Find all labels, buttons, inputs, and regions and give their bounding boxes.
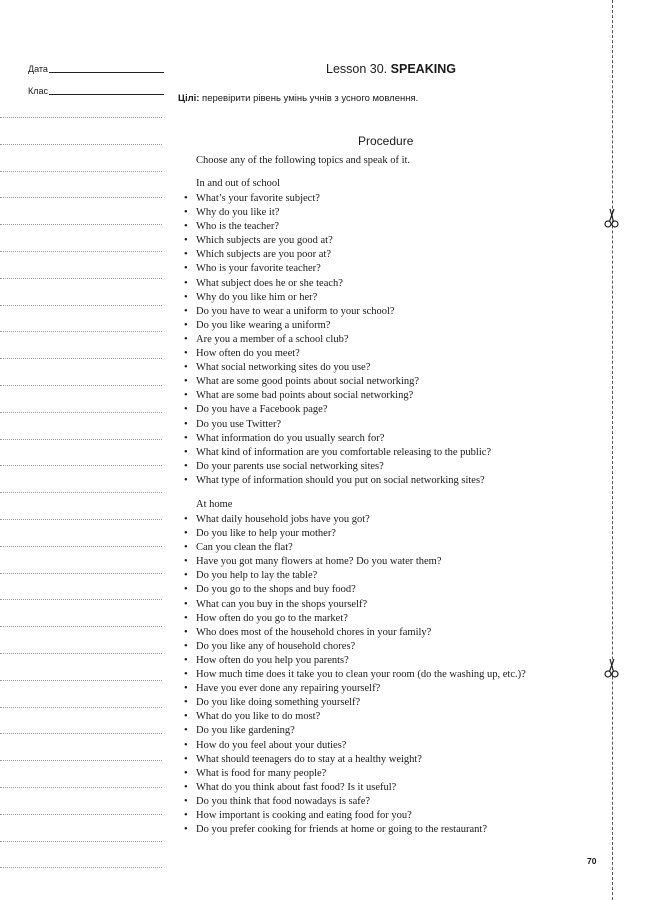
question-item: • What are some bad points about social networking? bbox=[184, 389, 491, 403]
question-item: • What do you like to do most? bbox=[184, 710, 526, 724]
note-line bbox=[0, 412, 162, 413]
note-line bbox=[0, 867, 162, 868]
note-line bbox=[0, 358, 162, 359]
question-item: • Which subjects are you good at? bbox=[184, 234, 491, 248]
goals-label: Цілі: bbox=[178, 93, 200, 104]
question-item: • Do you help to lay the table? bbox=[184, 569, 526, 583]
question-item: • Do you think that food nowadays is safe? bbox=[184, 795, 526, 809]
note-line bbox=[0, 626, 162, 627]
note-line bbox=[0, 546, 162, 547]
question-item: • What do you think about fast food? Is it useful? bbox=[184, 781, 526, 795]
note-line bbox=[0, 573, 162, 574]
note-line bbox=[0, 653, 162, 654]
note-line bbox=[0, 331, 162, 332]
question-item: • Why do you like him or her? bbox=[184, 291, 491, 305]
procedure-heading: Procedure bbox=[358, 134, 414, 148]
topic-title: At home bbox=[196, 499, 233, 510]
question-list bbox=[184, 513, 526, 837]
page-number: 70 bbox=[587, 856, 597, 866]
question-item: • What can you buy in the shops yourself? bbox=[184, 598, 526, 612]
note-line bbox=[0, 224, 162, 225]
question-item: • Do you like doing something yourself? bbox=[184, 696, 526, 710]
note-line bbox=[0, 385, 162, 386]
date-blank-line bbox=[49, 72, 164, 73]
note-lines bbox=[0, 0, 162, 900]
note-line bbox=[0, 492, 162, 493]
scissors-icon bbox=[604, 207, 620, 229]
question-item: • Who is the teacher? bbox=[184, 220, 491, 234]
question-item: • How often do you meet? bbox=[184, 347, 491, 361]
note-line bbox=[0, 144, 162, 145]
question-item: • Do you prefer cooking for friends at home or going to the restaurant? bbox=[184, 823, 526, 837]
note-line bbox=[0, 278, 162, 279]
question-item: • Do you have to wear a uniform to your school? bbox=[184, 305, 491, 319]
cut-line bbox=[612, 0, 613, 900]
question-item: • Do you like any of household chores? bbox=[184, 640, 526, 654]
question-item: • Are you a member of a school club? bbox=[184, 333, 491, 347]
lesson-prefix: Lesson 30. bbox=[326, 62, 388, 76]
note-line bbox=[0, 787, 162, 788]
question-item: • Do you like wearing a uniform? bbox=[184, 319, 491, 333]
question-item: • What social networking sites do you use? bbox=[184, 361, 491, 375]
goals-text: перевірити рівень умінь учнів з усного мовлення. bbox=[199, 93, 419, 104]
question-item: • Who is your favorite teacher? bbox=[184, 262, 491, 276]
lesson-goals bbox=[178, 93, 418, 104]
question-item: • Can you clean the flat? bbox=[184, 541, 526, 555]
question-item: • What daily household jobs have you got? bbox=[184, 513, 526, 527]
question-item: • What should teenagers do to stay at a healthy weight? bbox=[184, 753, 526, 767]
note-line bbox=[0, 707, 162, 708]
question-item: • How do you feel about your duties? bbox=[184, 739, 526, 753]
scissors-icon bbox=[604, 657, 620, 679]
question-item: • What are some good points about social networking? bbox=[184, 375, 491, 389]
lesson-name: SPEAKING bbox=[390, 62, 456, 76]
topic-title: In and out of school bbox=[196, 178, 280, 189]
date-field bbox=[28, 64, 48, 74]
note-line bbox=[0, 171, 162, 172]
class-field bbox=[28, 86, 48, 96]
question-item: • How important is cooking and eating food for you? bbox=[184, 809, 526, 823]
note-line bbox=[0, 814, 162, 815]
question-item: • Do you like to help your mother? bbox=[184, 527, 526, 541]
question-item: • What is food for many people? bbox=[184, 767, 526, 781]
note-line bbox=[0, 599, 162, 600]
procedure-intro: Choose any of the following topics and speak of it. bbox=[196, 155, 411, 166]
question-item: • How often do you go to the market? bbox=[184, 612, 526, 626]
question-item: • What subject does he or she teach? bbox=[184, 277, 491, 291]
note-line bbox=[0, 305, 162, 306]
question-item: • What’s your favorite subject? bbox=[184, 192, 491, 206]
question-item: • Do your parents use social networking sites? bbox=[184, 460, 491, 474]
question-item: • Who does most of the household chores in your family? bbox=[184, 626, 526, 640]
note-line bbox=[0, 251, 162, 252]
question-item: • Do you have a Facebook page? bbox=[184, 403, 491, 417]
note-line bbox=[0, 465, 162, 466]
class-label: Клас bbox=[28, 86, 48, 96]
question-item: • Do you use Twitter? bbox=[184, 418, 491, 432]
question-item: • What information do you usually search for? bbox=[184, 432, 491, 446]
question-item: • Have you got many flowers at home? Do you water them? bbox=[184, 555, 526, 569]
date-label: Дата bbox=[28, 64, 48, 74]
note-line bbox=[0, 760, 162, 761]
note-line bbox=[0, 197, 162, 198]
note-line bbox=[0, 680, 162, 681]
question-item: • Do you like gardening? bbox=[184, 724, 526, 738]
question-item: • Do you go to the shops and buy food? bbox=[184, 583, 526, 597]
question-item: • How often do you help you parents? bbox=[184, 654, 526, 668]
question-list bbox=[184, 192, 491, 488]
question-item: • Which subjects are you poor at? bbox=[184, 248, 491, 262]
question-item: • What type of information should you put on social networking sites? bbox=[184, 474, 491, 488]
question-item: • How much time does it take you to clean your room (do the washing up, etc.)? bbox=[184, 668, 526, 682]
lesson-title bbox=[326, 62, 456, 76]
note-line bbox=[0, 519, 162, 520]
note-line bbox=[0, 117, 162, 118]
question-item: • What kind of information are you comfortable releasing to the public? bbox=[184, 446, 491, 460]
note-line bbox=[0, 439, 162, 440]
note-line bbox=[0, 841, 162, 842]
note-line bbox=[0, 733, 162, 734]
class-blank-line bbox=[49, 94, 164, 95]
question-item: • Have you ever done any repairing yourself? bbox=[184, 682, 526, 696]
question-item: • Why do you like it? bbox=[184, 206, 491, 220]
